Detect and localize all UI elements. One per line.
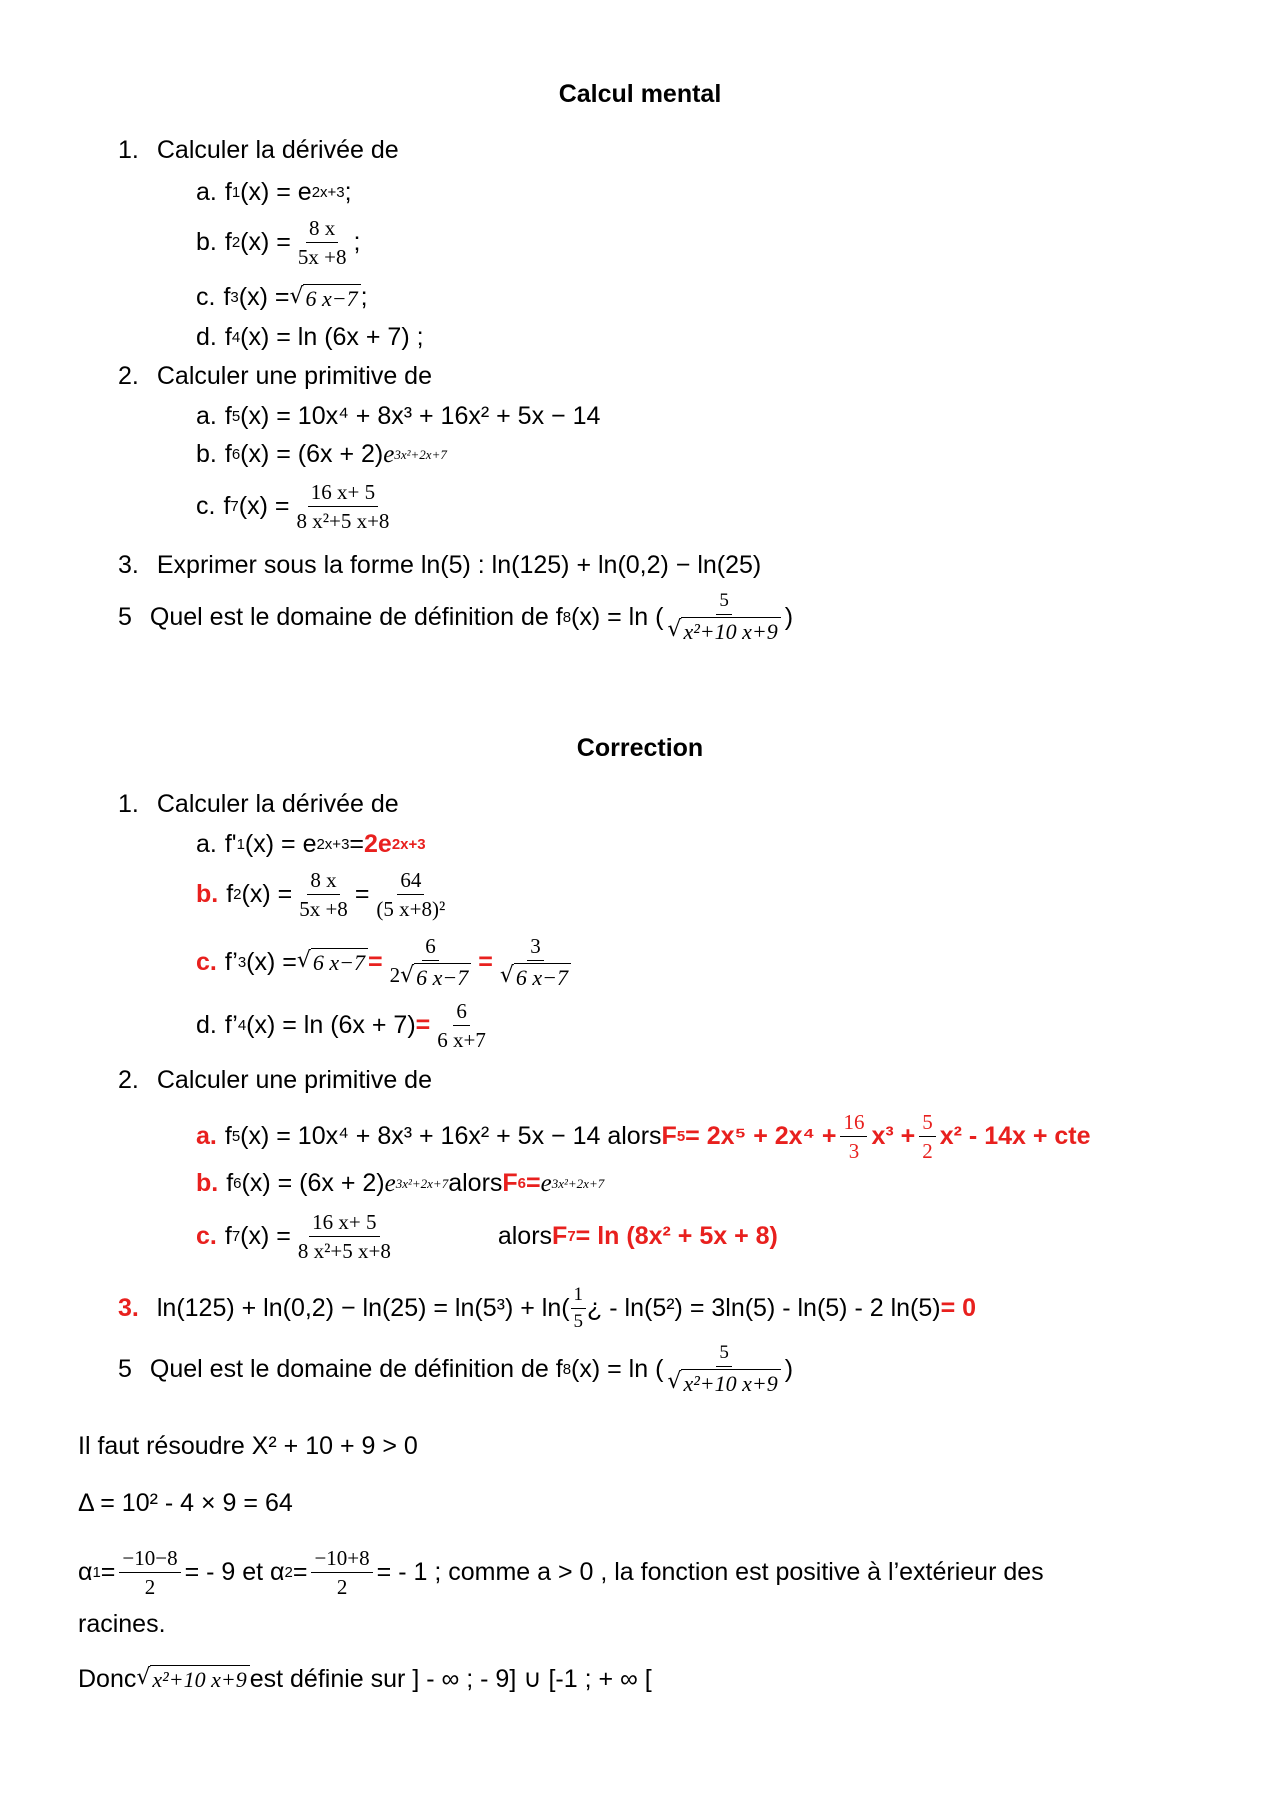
solution-line-2: Δ = 10² - 4 × 9 = 64 bbox=[78, 1489, 293, 1517]
fraction: 5 √ x²+10 x+9 bbox=[664, 1342, 783, 1396]
fraction: $\frac{1}{5}$ bbox=[571, 1284, 587, 1333]
q1-item-a: a. f 1 (x) = e 2x+3 ; bbox=[196, 178, 352, 206]
q2-item-c: c. f 7 (x) = $\frac{16 x+ 5}{\text{8 x²+5 x+8}}$ bbox=[196, 480, 396, 533]
question-3: 3. Exprimer sous la forme ln(5) : ln(125) + ln(0,2) − ln(25) bbox=[118, 551, 762, 579]
correction-1b: b. f 2 (x) = $\frac{8 x}{5x +8}$ = $\frac{64}{\text{(5 x+8)²}}$ bbox=[196, 868, 452, 921]
q1-item-d: d. f 4 (x) = ln (6x + 7) ; bbox=[196, 323, 424, 351]
square-root: √ 6 x−7 bbox=[289, 284, 360, 312]
correction-4: 5 Quel est le domaine de définition de f 8 (x) = ln ( 5 √ x²+10 x+9 ) bbox=[118, 1342, 794, 1396]
solution-line-1: Il faut résoudre X² + 10 + 9 > 0 bbox=[78, 1432, 418, 1460]
correction-3: 3. ln(125) + ln(0,2) − ln(25) = ln(5³) + ln( $\frac{1}{5}$ ¿ - ln(5²) = 3ln(5) - ln(5) - 2 ln(5) = 0 bbox=[118, 1284, 977, 1332]
correction-2b: b. f 6 (x) = (6x + 2) e 3x²+2x+7 alors F 6 = e 3x²+2x+7 bbox=[196, 1169, 605, 1197]
correction-1c: c. f’ 3 (x) = √ 6 x−7 = 6 2 √ 6 x−7 = 3 √ 6 x−7 bbox=[196, 934, 578, 990]
fraction: $\frac{16 x+ 5}{\text{8 x²+5 x+8}}$ bbox=[296, 480, 390, 534]
solution-line-4: racines. bbox=[78, 1610, 166, 1638]
correction-1d: d. f’ 4 (x) = ln (6x + 7) = $\frac{6}{6 x+7}$ bbox=[196, 999, 493, 1052]
square-root: √ 6 x−7 bbox=[297, 948, 368, 976]
question-2: 2. Calculer une primitive de bbox=[118, 362, 432, 390]
q2-item-b: b. f 6 (x) = (6x + 2) e 3x²+2x+7 bbox=[196, 440, 447, 468]
q1-item-b: b. f 2 (x) = $\frac{8 x}{5x +8}$ ; bbox=[196, 216, 361, 270]
correction-2a: a. f 5 (x) = 10x⁴ + 8x³ + 16x² + 5x − 14 alors F 5 = 2x⁵ + 2x⁴ + $\frac{16}{3}$ x³ + $\frac{5}{2}$ x² - 14x + cte bbox=[196, 1110, 1091, 1164]
fraction: $\frac{-10+8}{2}$ bbox=[311, 1546, 372, 1599]
correction-2c: c. f 7 (x) = $\frac{16 x+ 5}{\text{8 x²+5 x+8}}$ alors F 7 = ln (8x² + 5x + 8) bbox=[196, 1210, 778, 1264]
correction-1: 1. Calculer la dérivée de bbox=[118, 790, 399, 818]
fraction-result: $\frac{6}{6 x+7}$ bbox=[437, 999, 486, 1053]
fraction: $\frac{8 x}{5x +8}$ bbox=[299, 868, 348, 922]
question-4: 5 Quel est le domaine de définition de f 8 (x) = ln ( 5 √ x²+10 x+9 ) bbox=[118, 590, 794, 644]
correction-1a: a. f' 1 (x) = e 2x+3 = 2e 2x+3 bbox=[196, 830, 426, 858]
solution-line-3: α 1 = $\frac{-10-8}{2}$ = - 9 et α 2 = $\frac{-10+8}{2}$ = - 1 ; comme a > 0 , la fonction est positive à l’extérieur des bbox=[78, 1546, 1044, 1600]
question-1: 1. Calculer la dérivée de bbox=[118, 136, 399, 164]
q1-item-c: c. f 3 (x) = √ 6 x−7 ; bbox=[196, 283, 368, 311]
correction-2: 2. Calculer une primitive de bbox=[118, 1066, 432, 1094]
fraction: 5 √ x²+10 x+9 bbox=[664, 590, 783, 644]
page-title: Calcul mental bbox=[558, 80, 722, 108]
q2-item-a: a. f 5 (x) = 10x⁴ + 8x³ + 16x² + 5x − 14 bbox=[196, 402, 601, 430]
fraction: $\frac{5}{2}$ bbox=[919, 1110, 936, 1163]
fraction: $\frac{16}{3}$ bbox=[840, 1110, 867, 1163]
solution-line-5: Donc √ x²+10 x+9 est définie sur ] - ∞ ; - 9] ∪ [-1 ; + ∞ [ bbox=[78, 1664, 652, 1693]
fraction-result: 3 √ 6 x−7 bbox=[497, 934, 574, 990]
fraction-result: $\frac{64}{\text{(5 x+8)²}}$ bbox=[376, 868, 446, 922]
fraction: $\frac{8 x}{5x +8}$ bbox=[297, 216, 347, 270]
fraction: $\frac{16 x+ 5}{\text{8 x²+5 x+8}}$ bbox=[297, 1210, 391, 1264]
correction-title: Correction bbox=[576, 734, 704, 762]
fraction: $\frac{-10-8}{2}$ bbox=[119, 1546, 180, 1599]
square-root: √ x²+10 x+9 bbox=[136, 1665, 249, 1693]
fraction: 6 2 √ 6 x−7 bbox=[387, 934, 475, 990]
